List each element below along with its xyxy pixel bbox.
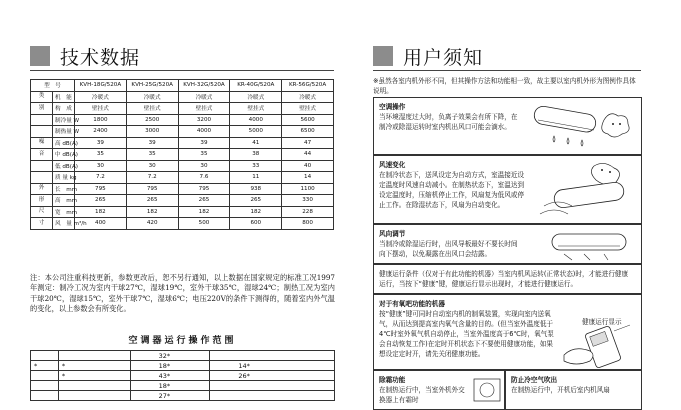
spec-value-cell: 7.2 [126,172,178,184]
spec-group-cell: 寸 [31,218,53,230]
spec-value-cell: 壁挂式 [75,103,127,115]
notice-body [379,375,469,405]
square-marker-icon [30,46,50,66]
spec-value-cell: 33 [230,160,282,172]
notice-body [379,160,529,210]
spec-value-cell: 39 [178,137,230,149]
spec-row [31,172,334,184]
spec-value-cell: 1800 [75,114,127,126]
square-marker-icon [373,46,393,66]
notice-box-operation [373,97,642,155]
spec-group-cell: 别 [31,103,53,115]
spec-group-cell: 音 [31,149,53,161]
spec-value-cell: 5000 [230,126,282,138]
spec-value-cell: 265 [75,195,127,207]
spec-value-cell: 3000 [126,126,178,138]
spec-value-cell: 41 [230,137,282,149]
spec-value-cell: 2500 [126,114,178,126]
spec-label-cell: 质 量 kg [53,172,75,184]
spec-group-cell: 形 [31,195,53,207]
notice-body [379,102,519,132]
notice-box-oxygen [373,294,642,370]
op-row [31,361,335,371]
spec-value-cell: 47 [282,137,334,149]
op-cell [58,351,130,361]
spec-row [31,149,334,161]
spec-label-cell: 中 dB(A) [53,149,75,161]
spec-value-cell: 35 [75,149,127,161]
notice-title: 风向调节 [379,230,406,238]
spec-value-cell: 壁挂式 [126,103,178,115]
spec-group-cell: 噪 [31,137,53,149]
spec-group-cell [31,114,53,126]
op-cell [210,381,335,391]
spec-value-cell: 795 [75,183,127,195]
notice-title: 风速变化 [379,161,406,169]
spec-value-cell: 420 [126,218,178,230]
op-cell [31,391,59,401]
spec-value-cell: 壁挂式 [230,103,282,115]
spec-group-cell [31,160,53,172]
op-row [31,371,335,381]
spec-value-cell: 39 [75,137,127,149]
op-cell: 27* [130,391,210,401]
spec-group-cell: 类 [31,91,53,103]
spec-label-cell: 长 mm [53,183,75,195]
spec-row [31,114,334,126]
page-title: 用户须知 [403,46,484,69]
spec-value-cell: 7.2 [75,172,127,184]
left-page [0,0,340,400]
spec-group-cell [31,126,53,138]
op-cell [210,351,335,361]
spec-value-cell: 2400 [75,126,127,138]
notice-box-cold-air [505,370,642,410]
spec-value-cell: 938 [230,183,282,195]
op-cell: 26* [210,371,335,381]
spec-value-cell: 1100 [282,183,334,195]
spec-header-cell: KR-40G/520A [230,80,282,92]
op-cell [58,391,130,401]
op-row [31,391,335,401]
op-row [31,351,335,361]
spec-value-cell: 30 [178,160,230,172]
notice-box-airflow-direction [373,224,642,264]
spec-row [31,206,334,218]
spec-value-cell: 7.6 [178,172,230,184]
spec-value-cell: 14 [282,172,334,184]
spec-label-cell: 风 量 m³/h [53,218,75,230]
op-cell: 18* [130,361,210,371]
spec-row [31,126,334,138]
spec-header-row [31,80,334,92]
spec-value-cell: 冷暖式 [178,91,230,103]
spec-row [31,160,334,172]
notice-text: 健康运行条件（仅对于有此功能的机器）当室内机风运转(正常状态)时，才能进行健康 [379,270,629,278]
notice-body [379,269,637,289]
spec-label-cell: 构 成 [53,103,75,115]
section-header [373,44,483,68]
spec-label-cell: 宽 mm [53,206,75,218]
notice-box-health [373,264,642,294]
spec-value-cell: 壁挂式 [282,103,334,115]
spec-value-cell: 11 [230,172,282,184]
op-cell [31,381,59,391]
notice-body [379,299,555,359]
spec-value-cell: 5600 [282,114,334,126]
notice-title: 空调操作 [379,103,406,111]
page-title: 技术数据 [60,46,141,69]
spec-row [31,218,334,230]
notice-box-fan-speed [373,155,642,224]
spec-header-cell: KVH-25G/520A [126,80,178,92]
spec-row [31,195,334,207]
spec-label-cell: 低 dB(A) [53,160,75,172]
op-cell [58,381,130,391]
spec-value-cell: 600 [230,218,282,230]
spec-value-cell: 265 [230,195,282,207]
spec-value-cell: 35 [178,149,230,161]
spec-header-cell: 型 号 [31,80,75,92]
spec-value-cell: 800 [282,218,334,230]
op-cell: 32* [130,351,210,361]
spec-value-cell: 400 [75,218,127,230]
spec-label-cell: 机 能 [53,91,75,103]
op-cell: 18* [130,381,210,391]
notice-text: 在制冷状态下，送风设定为自动方式，室温接近设定温度时风速自动减小。在制热状态下，室温达到设定温度时，压缩机停止工作，风扇复为低风或停止工作。在除湿状态下，风扇为自动变化。 [379,171,525,209]
spec-value-cell: 冷暖式 [230,91,282,103]
spec-value-cell: 182 [178,206,230,218]
ac-unit-dripping-illustration [524,102,638,152]
spec-value-cell: 6500 [282,126,334,138]
notice-body [379,229,519,259]
spec-value-cell: 182 [126,206,178,218]
spec-value-cell: 30 [75,160,127,172]
spec-value-cell: 35 [126,149,178,161]
spec-value-cell: 38 [230,149,282,161]
spec-value-cell: 冷暖式 [75,91,127,103]
spec-row [31,183,334,195]
spec-value-cell: 39 [126,137,178,149]
spec-header-cell: KVH-18G/520A [75,80,127,92]
spec-value-cell: 冷暖式 [126,91,178,103]
op-cell: * [31,361,59,371]
spec-header-cell: KVH-32G/520A [178,80,230,92]
spec-value-cell: 4000 [230,114,282,126]
notice-text: 按“健康”键可同时自动室内机的制氧装置，实现向室内送氧气，从而达到提高室内氧气含量的目的。(但当室外温度低于4℃时室外氧气机自动停止，当室外温度高于6℃时，氧气泵会自动恢复工作)在定时开机状态下不要使用健康功能，如果想设定定时开，请先关闭健康功能。 [379,310,554,358]
spec-group-cell: 尺 [31,206,53,218]
spec-row [31,91,334,103]
operating-range-table [30,350,335,401]
notice-title: 除霜功能 [379,376,406,384]
spec-row [31,103,334,115]
outdoor-unit-illustration [470,375,504,405]
spec-value-cell: 330 [282,195,334,207]
header-rule [373,70,641,71]
spec-value-cell: 795 [126,183,178,195]
right-page [341,0,681,404]
notice-text: 当制冷或除湿运行时，出风导板最好不要长时间向下摆动，以免凝露在出风口会结露。 [379,240,518,258]
spec-value-cell: 228 [282,206,334,218]
op-cell: 43* [130,371,210,381]
spec-value-cell: 3200 [178,114,230,126]
spec-value-cell: 500 [178,218,230,230]
notice-text: 在制热运行中，当室外机外交换器上有霜时 [379,386,465,404]
intro-text: ※虽然各室内机外形不同，但其操作方法和功能相一致，故主要以室内机外形为图例作具体说明。 [373,77,636,95]
spec-label-cell: 制冷量 W [53,114,75,126]
notice-text: 运行，当按下“健康”键，健康运行显示出现时，才能进行健康运行。 [379,280,578,288]
op-cell [31,371,59,381]
spec-row [31,137,334,149]
spec-value-cell: 182 [230,206,282,218]
op-cell: * [58,361,130,371]
spec-value-cell: 265 [178,195,230,207]
remote-control-hand-illustration [560,325,640,367]
spec-value-cell: 30 [126,160,178,172]
section-header [30,44,140,68]
spec-group-cell [31,172,53,184]
spec-value-cell: 265 [126,195,178,207]
spec-value-cell: 冷暖式 [282,91,334,103]
remote-label: 健康运行显示 [582,318,622,326]
op-row [31,381,335,391]
ac-unit-wind-illustration [534,160,638,220]
spec-header-cell: KR-56G/520A [282,80,334,92]
spec-value-cell: 40 [282,160,334,172]
operating-range-title: 空调器运行操作范围 [128,336,237,346]
ac-unit-louver-illustration [544,228,638,262]
notice-title: 防止冷空气吹出 [511,376,558,384]
spec-table [30,79,334,230]
spec-label-cell: 高 dB(A) [53,137,75,149]
op-cell: * [58,371,130,381]
spec-value-cell: 795 [178,183,230,195]
spec-label-cell: 制热量 W [53,126,75,138]
spec-group-cell: 外 [31,183,53,195]
notice-title: 对于有氧吧功能的机器 [379,300,445,308]
spec-value-cell: 44 [282,149,334,161]
spec-value-cell: 182 [75,206,127,218]
header-rule [30,70,334,71]
spec-value-cell: 4000 [178,126,230,138]
notice-box-defrost [373,370,505,410]
op-cell [210,391,335,401]
notice-body [511,375,639,395]
op-cell: 14* [210,361,335,371]
spec-value-cell: 壁挂式 [178,103,230,115]
notice-text: 当环境湿度过大时，负离子效果会有所下降，在制冷或除湿运转时室内机出风口可能会滴水。 [379,113,518,131]
spec-label-cell: 高 mm [53,195,75,207]
notes-text: 注：本公司注重科技更新，参数更改后，恕不另行通知，以上数据在国家规定的标准工况1997年测定：制冷工况为室内干球27℃，湿球19℃，室外干球35℃，湿球24℃；制热工况为室内干球20℃，湿球15℃，室外干球7℃，湿球6℃；电压220V的条件下测得的，随着室内外气温的变化，以上参数会有所变化。 [30,273,335,314]
notice-text: 在制热运行中，开机后室内机风扇 [511,386,610,394]
op-cell [31,351,59,361]
